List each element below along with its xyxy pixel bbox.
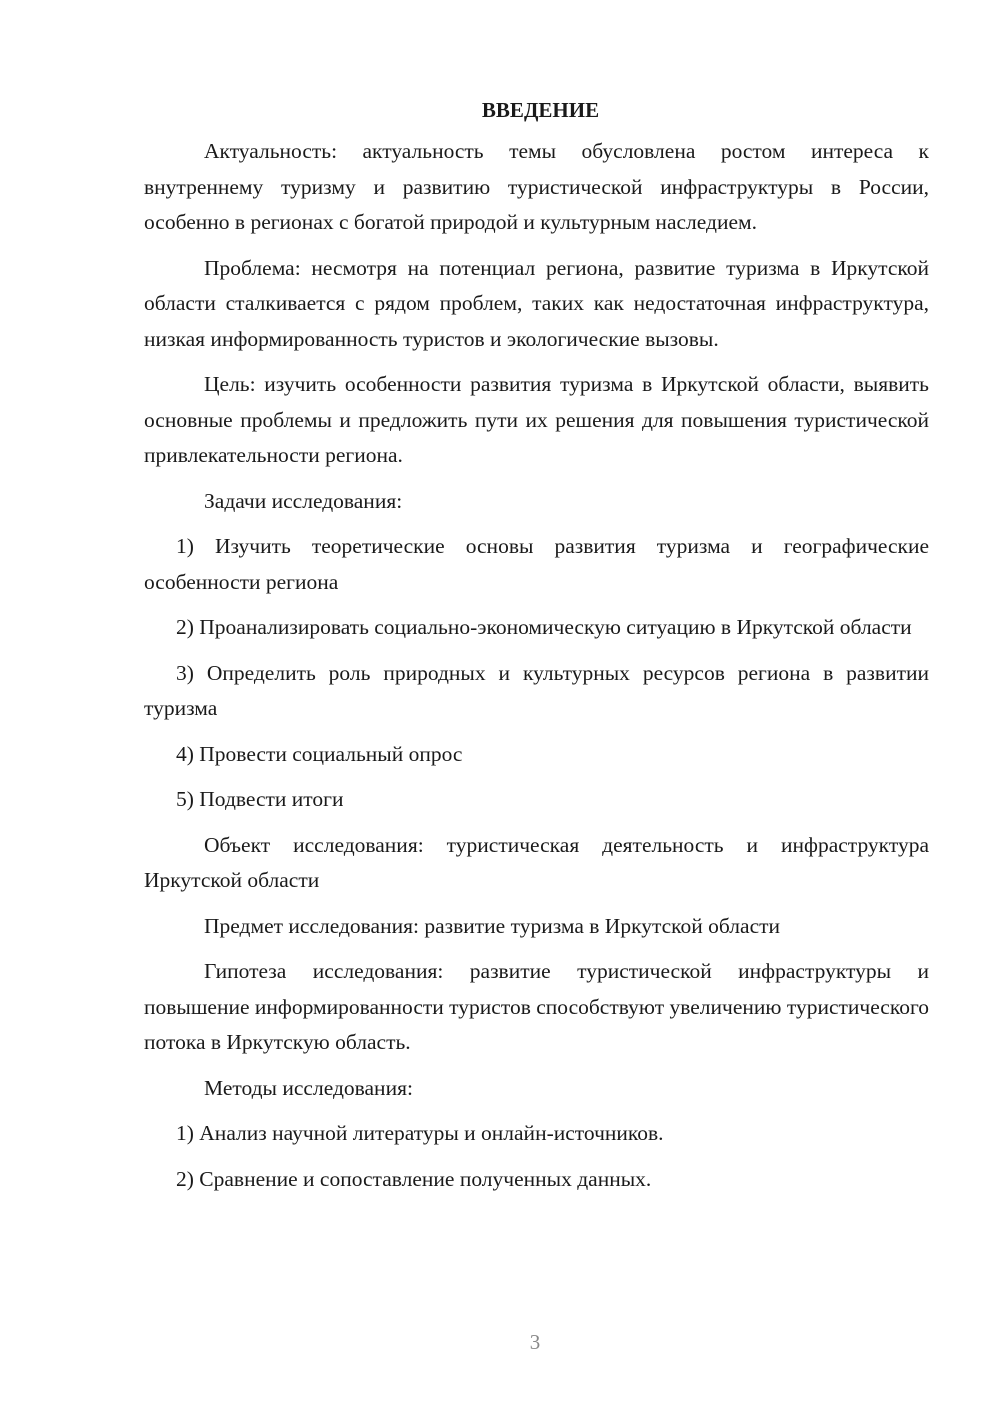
object-paragraph: Объект исследования: туристическая деятельность и инфраструктура Иркутской области [144,832,929,892]
section-heading: ВВЕДЕНИЕ [481,98,600,122]
task-item: 4) Провести социальный опрос [176,741,463,766]
page-number: 3 [529,1330,541,1354]
methods-title: Методы исследования: [204,1075,413,1100]
task-item: 1) Изучить теоретические основы развития туризма и географические особенности региона [144,534,929,594]
goal-paragraph: Цель: изучить особенности развития туризма в Иркутской области, выявить основные проблемы и предложить пути их решения для повышения туристической привлекательности региона. [144,372,929,467]
task-item: 2) Проанализировать социально-экономическую ситуацию в Иркутской области [176,615,912,639]
document-page [144,92,929,1207]
subject-paragraph: Предмет исследования: развитие туризма в Иркутской области [204,913,781,938]
task-item: 3) Определить роль природных и культурных ресурсов региона в развитии туризма [144,660,929,720]
method-item: 1) Анализ научной литературы и онлайн-источников. [176,1121,664,1145]
task-item: 5) Подвести итоги [176,787,344,811]
relevance-paragraph: Актуальность: актуальность темы обусловлена ростом интереса к внутреннему туризму и развитию туристической инфраструктуры в России, особенно в регионах с богатой природой и культурным наследием. [144,139,929,234]
hypothesis-paragraph: Гипотеза исследования: развитие туристической инфраструктуры и повышение информированности туристов способствуют увеличению туристического потока в Иркутскую область. [144,959,929,1054]
tasks-title: Задачи исследования: [204,488,403,513]
method-item: 2) Сравнение и сопоставление полученных данных. [176,1166,652,1191]
problem-paragraph: Проблема: несмотря на потенциал региона, развитие туризма в Иркутской области сталкивается с рядом проблем, таких как недостаточная инфраструктура, низкая информированность туристов и экологические вызовы. [144,255,929,351]
